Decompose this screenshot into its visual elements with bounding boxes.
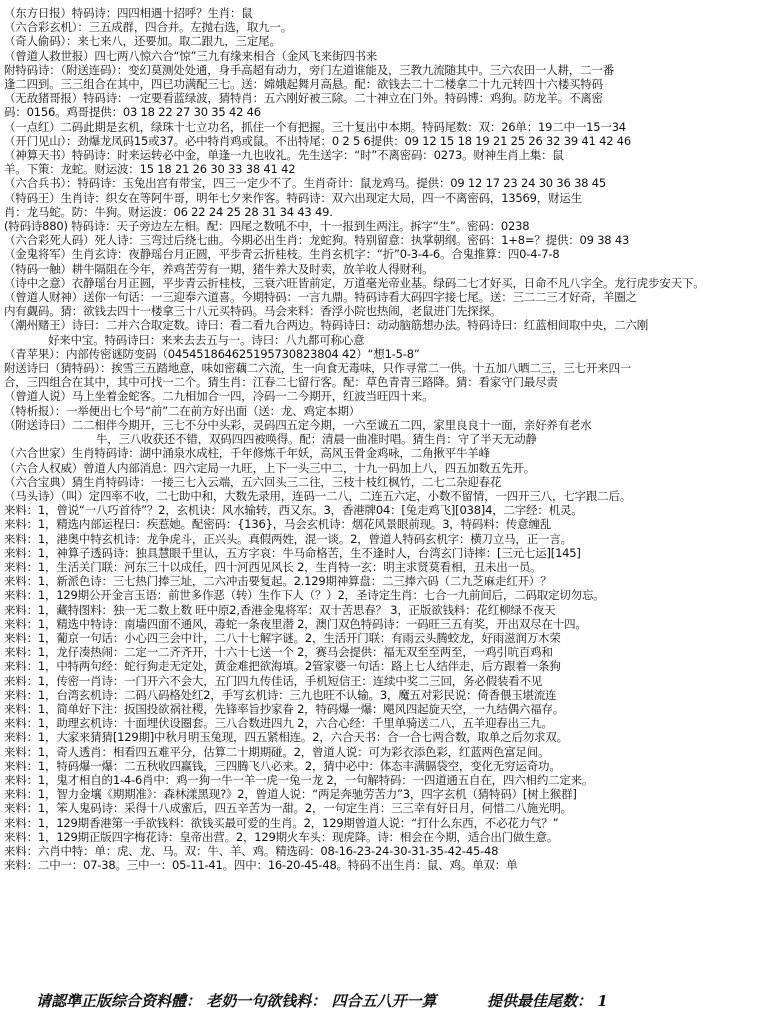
text-line: 来料：1，精选内部运程曰：疾惹她。配密码：{136}，马会玄机诗：烟花风景眼前现。3，特码料：传意缠乱 (4, 517, 552, 532)
text-line: 牛，三八收获还不错，双码四四被唤得。配：清晨一曲准时唱。猜生肖：守了半天无动静 (96, 432, 537, 447)
text-line: 附送诗曰（猜特码）：挨雪三五踏地意，味如密藕二六流，生一向食无毒味，只作寻常二一供。十五加八晒二三，三七开来四一 (4, 361, 632, 376)
text-line: 来料：1，生活关门联：河东三十以成任，四十河西见风长 2，生肖特一玄：明主求贤莫看相，丑未出一员。 (4, 559, 542, 574)
footer-right-label: 提供最佳尾数： (486, 992, 592, 1010)
text-line: （一点红）二码此期是玄机，绿珠十七立功名，抓住一个有把握。三十复出中本期。特码尾数：双：26单：19二中一15一34 (4, 119, 626, 134)
footer-right-value: 1 (597, 992, 608, 1010)
text-line: 来料：1，智力金壤《期期准》：森林漾黑现?》2，曾道人说：“两足奔驰劳苦力”3，四字玄机（猜特码）[树上猴群] (4, 787, 577, 802)
text-line: 肖：龙马蛇。防：牛狗。财运波：06 22 24 25 28 31 34 43 49. (4, 204, 333, 219)
text-line: 来料：1，藏特图料：独一无二数上数 旺中原2,香港金鬼将军：双十苦思春？ 3，正版欲钱料：花红柳绿不夜天 (4, 602, 556, 617)
text-line: 来料：1，台湾玄机诗：二码八码格处红2，手写玄机诗：三九也旺不认输。3，魔五对彩民说：倚香偎玉堪流连 (4, 687, 557, 702)
text-line: （马头诗）（叫）定四率不收，二七助中和，大数先录用，连码一二八，二连五六定，小数不留情，一四开三八，七字跟二后。 (4, 488, 632, 503)
text-line: （神算天书）特码诗：时来运转必中金，单逢一九也收礼。先生送字：“时”不离密码：0273。财神生肖上集：鼠 (4, 148, 564, 163)
text-line: （青苹果）：内部传密谜防变码（045451864625195730823804 42）“想1-5-8” (4, 346, 420, 361)
text-line: 内有觑码。猜：欲钱去四十一楼拿三十八元买特码。马会来料：香浮小院也热闹，老鼠进门先探探。 (4, 304, 502, 319)
text-line: 来料：六肖中特：单：虎、龙、马。双：牛、羊、鸡。精选码：08-16-23-24-30-31-35-42-45-48 (4, 843, 499, 858)
text-line: （特码一触）耕牛隔阻在今年，养鸡苦劳有一期，猪牛养大及时卖，放羊收人得财利。 (4, 261, 434, 276)
text-line: （开门见山）：劲爆龙凤码15或37。必中特肖鸡或鼠。不出特尾：0 2 5 6提供：09 12 15 18 19 21 25 26 32 39 41 42 46 (4, 133, 632, 148)
text-line: （东方日报）特码诗：四四相遇十招呼？生肖：鼠 (4, 6, 253, 20)
text-line: 来料：1，奇人透肖：相看四五难平分，估算二十期期碰。2，曾道人说：可为彩衣添色彩，红蓝两色富足间。 (4, 744, 550, 759)
text-line: （六合彩死人码）死人诗：三弯过后绕七曲。今期必出生肖：龙蛇狗。特别留意：执掌朝纲。密码：1+8=？提供：09 38 43 (4, 233, 630, 248)
text-line: （六合世家）生肖特码诗：湖中涌泉水成柱，千年修炼千年妖，高风玉骨金鸡咏，二角揪平牛羊峰 (4, 446, 490, 461)
text-line: 来料：1，大家来猜猜[129期]中秋月明玉兔现，四五紧相连。2，六合天书：合一合七两合数，取单之后勿求双。 (4, 730, 568, 745)
text-line: 附特码诗：（附送连码）：变幻莫测处处通，身手高超有动力，旁门左道谁能及，三教九流随其中。三六农田一人耕，二一番 (4, 62, 614, 77)
text-line: （六合兵书）：特码诗：玉兔出宫有带宝，四三一定少不了。生肖奇计：鼠龙鸡马。提供：09 12 17 23 24 30 36 38 45 (4, 176, 606, 191)
text-line: （六合彩玄机）：三五成群，四合并。左抛右选，取九一。 (4, 20, 293, 35)
text-line: 来料：1，中特两句经：蛇行狗走无定处，黄金难把欲海填。2管家婆一句话：路上七人结伴走，后方跟着一条狗 (4, 659, 561, 674)
text-line: 来料：1，港奥中特玄机诗：龙争虎斗，正兴头。真假两姓，混一谈。2，曾道人特码玄机字：横刀立马，正一言。 (4, 531, 572, 546)
text-line: 来料：1，新派色诗：三七热门捧三址，二六冲击要复起。2.129期神算盘：二三捧六码（二九芝麻走红开）？ (4, 574, 552, 589)
text-line: （金鬼将军）生肖玄诗：夜静瑶台月正圆，平步青云折桂枝。生肖玄机字：“折”0-3-4-6。合鬼推算：四0-4-7-8 (4, 247, 560, 262)
text-line: （特码王）生肖诗：织女在等阿牛哥，明年七夕来作客。特码诗：双六出现定大局，四一不离密码，13569，财运生 (4, 190, 582, 205)
text-line: （曾道人财神）送你一句话：一三迎奉六道喜。今期特码：一言九鼎。特码诗看大码四字接七尾。送：三二二三才好奇，羊圈之 (4, 290, 637, 305)
footer-bar (36, 990, 756, 1011)
text-line: 合，三四组合在其中，其中可找一二个。猜生肖：江春二七留行客。配：草色青青三路降。猜：看家守门最尽责 (4, 375, 558, 390)
text-lines-container (4, 6, 770, 872)
footer-middle-text-2: 四合五八开一算 (331, 992, 437, 1010)
text-line: （无敌猪哥报）特码诗：一定要看蓝绿波，猜特肖：五六刚好被三除。二十神立在门外。特码博：鸡狗。防龙羊。不离密 (4, 91, 603, 106)
text-line: 来料：1，传密一肖诗：一门开六不会大，五门四九传佳话，手机短信王：连续中奖二三回，务必假装看不见 (4, 673, 543, 688)
text-line: 来料：1，129期正版四字梅花诗：皇帝出营。2，129期火车头：现虎降。诗：相会在今期，适合出门做生意。 (4, 829, 559, 844)
text-line: (特码诗880) 特码诗：天子旁边左左相。配：四尾之数吼不中，十一报到生两注。拆字“生”。密码：0238 (4, 219, 530, 234)
text-line: 来料：1，鬼才相自的1-4-6肖中：鸡一狗一牛一羊一虎一兔一龙 2，一句解特码：一四道通五自在，四六相约二定来。 (4, 772, 594, 787)
text-line: 来料：1，神算子透码诗：独具慧眼千里认，五方字哀：牛马命格苦，生不逢时人，台湾玄门诗摔：[三元七运][145] (4, 545, 581, 560)
footer-left-text: 请認準正版综合资料體： (36, 992, 202, 1010)
text-line: 来料：1，129期香港第一手欲钱料：欲钱买最可爱的生肖。2，129期曾道人说：“打什么东西，不必花力气？” (4, 815, 559, 830)
text-line: 来料：1，简单好下注：扳国投欲祸社稷，先锋率旨抄家眷 2，特码爆一爆：飓风四起旋天空，一九结偶六福存。 (4, 701, 565, 716)
text-line: （六合人权威）曾道人内部消息：四六定局一九旺，上下一头三中二，十九一码加上八，四五加数五先开。 (4, 460, 536, 475)
text-line: 来料：1，龙仔凑热闹：二定一二齐齐开，十六十七送一个 2，赛马会提供：福无双至至两至，一鸡引吭百鸡和 (4, 645, 553, 660)
text-line: 来料：1，特码爆一爆：二五秋收四赢钱，三四腾飞八必来。2，猜中必中：体态丰满膈袋空，变化无穷运奇功。 (4, 758, 561, 773)
text-line: （潮州赌王）诗曰：二并六合取定数。诗曰：看二看九合两边。特码诗曰：动动脑筋想办法。特码诗曰：红蓝相间取中央，二六刚 (4, 318, 649, 333)
text-line: 码：0156。鸡哥提供：03 18 22 27 30 35 42 46 (4, 105, 261, 120)
text-line: 来料：1，精选中特诗：南墙四面不通风，毒蛇一条夜里潜 2，澳门双色特码诗：一码旺三五有奖，开出双尽在十四。 (4, 616, 587, 631)
text-line: （曾道人救世报）四七两八惊六合“惊”三九有缘来相合（金风飞来街四书来 (4, 48, 378, 63)
text-line: 好来中宝。特码诗曰：来来去去五与一。诗曰：八九都可称心意 (48, 332, 365, 347)
text-line: （特析报）：一举便出七个号“前”二在前方好出面（送：龙、鸡定本期） (4, 403, 361, 418)
text-line: 来料：二中一：07-38。三中一：05-11-41。四中：16-20-45-48。特码不出生肖：鼠、鸡。单双：单 (4, 858, 518, 873)
text-line: （六合宝典）猜生肖特码诗：一接三七入云端，五六回头三二往，三枝十枝红枫竹，二七二杂迎春花 (4, 474, 502, 489)
text-line: （奇人偷码）：来七来八，还要加。取二跟九，三定尾。 (4, 34, 281, 49)
text-line: 羊。下策：龙蛇。财运波：15 18 21 26 30 33 38 41 42 (4, 162, 296, 177)
text-line: 来料：1，曾说“一八巧首待”？2，玄机诀：风水输转，西又东。3，香港牌04：[兔走鸡飞][038]4，二字经：机灵。 (4, 503, 583, 518)
text-line: 来料：1，129期公开金言玉语：前世多作恶（转）生作下人（？）2，圣诗定生肖：七合一九前间后，二码取定切勿忘。 (4, 588, 605, 603)
text-line: 逢二四到。三三组合在其中，四已功满配三七。送：嫦娥起舞月高悬。配：欲钱去二十二楼拿二十九元转四十六楼买特码 (4, 77, 603, 92)
footer-middle-text-1: 老奶一句欲钱料： (206, 992, 327, 1010)
text-line: （诗中之意）衣静瑶台月正圆，平步青云折桂枝，三衰六旺皆前定，万道毫光帝业基。绿码二七才好买，日命不凡八字全。龙行虎步安天下。 (4, 275, 705, 290)
text-line: （附送诗曰）二二相伴今期开，三七不分中头彩，灵码四五定今期，一六至诚五二四，家里良良十一面，亲好养有老水 (4, 417, 592, 432)
text-line: 来料：1，葡京一句话：小心四三会中计，二八十七解字谜。2，生活开门联：有雨云头腾蛟龙，好雨滋润万木荣 (4, 630, 561, 645)
text-line: （曾道人说）马上坐着金蛇客。二九相加合一四，冷码一二今期开，红波当旺四十来。 (4, 389, 434, 404)
text-line: 来料：1，笨人鬼码诗：采得十八成蜜后，四五辛苦为一甜。2，一句定生肖：三三幸有好日月，何惜二八施光明。 (4, 801, 572, 816)
text-line: 来料：1，助理玄机诗：十面埋伏设圈套。三八合数进四九 2，六合心经：千里单骑送二八，五羊迎春出三九。 (4, 716, 553, 731)
